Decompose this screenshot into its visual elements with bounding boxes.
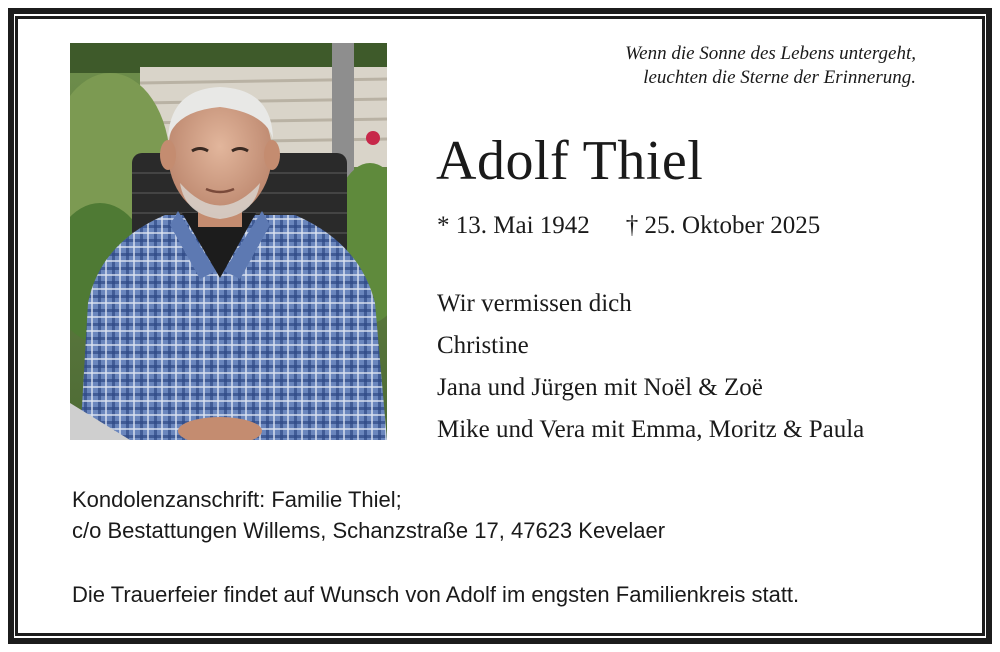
family-list — [437, 283, 864, 451]
life-dates — [437, 210, 820, 242]
quote-line-1: Wenn die Sonne des Lebens untergeht, — [625, 43, 916, 64]
condolence-line-1: Kondolenzanschrift: Familie Thiel; — [72, 487, 402, 512]
death-date: † 25. Oktober 2025 — [625, 212, 821, 239]
condolence-address — [72, 484, 665, 546]
family-intro: Wir vermissen dich — [437, 290, 632, 317]
birth-date: * 13. Mai 1942 — [437, 212, 590, 239]
quote-line-2: leuchten die Sterne der Erinnerung. — [643, 67, 916, 88]
memorial-quote — [496, 42, 916, 90]
funeral-notice: Die Trauerfeier findet auf Wunsch von Adolf im engsten Familienkreis statt. — [72, 582, 800, 607]
portrait-photo — [70, 43, 387, 440]
condolence-line-2: c/o Bestattungen Willems, Schanzstraße 17, 47623 Kevelaer — [72, 518, 666, 543]
family-member: Jana und Jürgen mit Noël & Zoë — [437, 374, 763, 401]
deceased-name: Adolf Thiel — [436, 130, 704, 192]
family-member: Mike und Vera mit Emma, Moritz & Paula — [437, 416, 865, 443]
family-member: Christine — [437, 332, 529, 359]
